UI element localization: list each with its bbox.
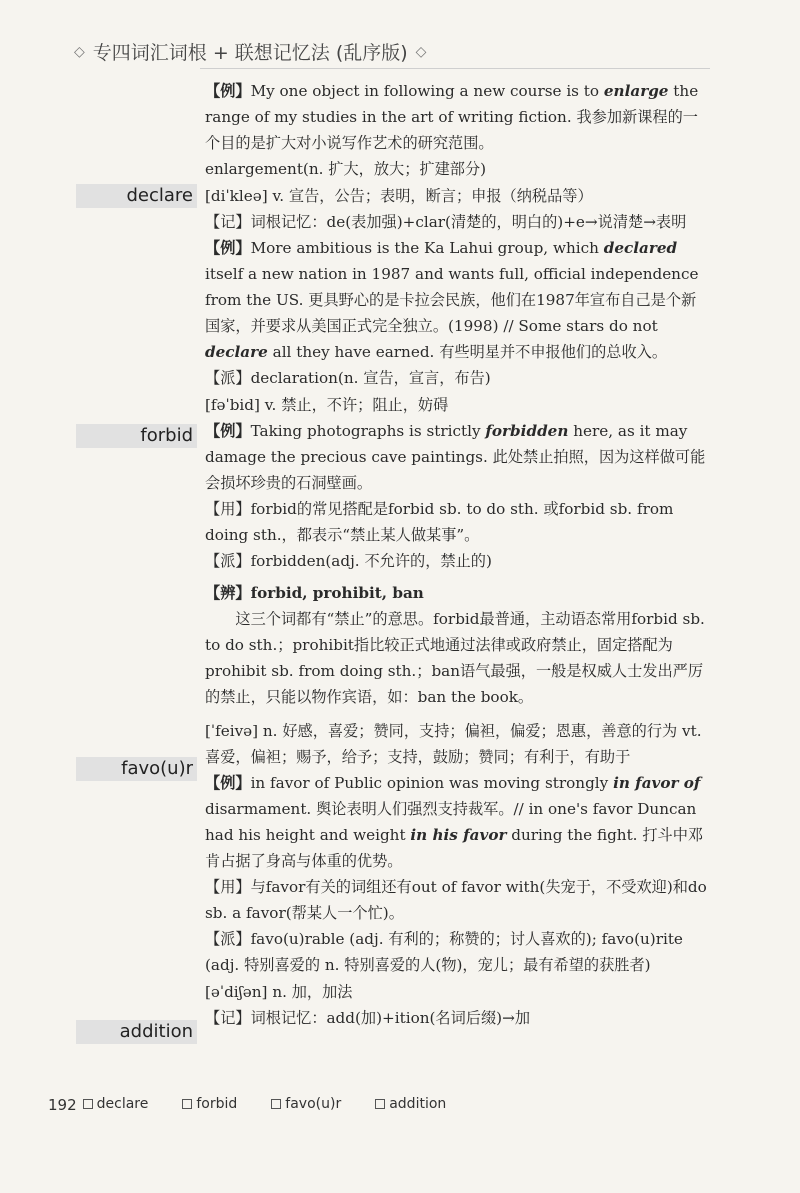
derived-paragraph: enlargement(n. 扩大，放大；扩建部分) [205, 160, 487, 178]
header-divider [200, 68, 710, 69]
footer-item [271, 1096, 341, 1114]
example-text: all they have earned. 有些明星并不申报他们的总收入。 [267, 343, 668, 361]
forbid-example [205, 418, 708, 496]
example-text: itself a new nation in 1987 and wants full, official independence from the US. 更具野心的是卡拉会民族，他们在1987年宣布自己是个新国家，并要求从美国正式完全独立。(1998) // Some stars do not [205, 265, 699, 335]
forbid-distinction-title [205, 580, 708, 606]
declare-example [205, 235, 708, 365]
example-keyword: enlarge [603, 82, 669, 100]
entry-content [205, 78, 708, 1031]
page-footer [48, 1096, 480, 1114]
footer-item-label: favo(u)r [285, 1096, 342, 1112]
example-text: Taking photographs is strictly [250, 422, 486, 440]
example-tag: 【例】 [205, 422, 251, 440]
headword-forbid: forbid [76, 424, 197, 448]
forbid-definition: [fəˈbid] v. 禁止，不许；阻止，妨碍 [205, 396, 449, 414]
example-paragraph [205, 78, 708, 156]
example-tag: 【例】 [205, 774, 251, 792]
distinction-tag: 【辨】 [205, 584, 251, 602]
favor-derived: 【派】favo(u)rable (adj. 有利的；称赞的；讨人喜欢的); favo(u)rite (adj. 特别喜爱的 n. 特别喜爱的人(物)，宠儿；最有希望的获胜者) [205, 930, 683, 974]
headword-favor: favo(u)r [76, 757, 197, 781]
example-text: More ambitious is the Ka Lahui group, which [250, 239, 604, 257]
favor-usage: 【用】与favor有关的词组还有out of favor with(失宠于，不受欢迎)和do sb. a favor(帮某人一个忙)。 [205, 878, 707, 922]
headword-addition: addition [76, 1020, 197, 1044]
example-text: My one object in following a new course is to [250, 82, 604, 100]
footer-item [83, 1096, 149, 1114]
declare-memory: 【记】词根记忆：de(表加强)+clar(清楚的，明白的)+e→说清楚→表明 [205, 213, 687, 231]
example-keyword: declare [205, 343, 268, 361]
addition-memory: 【记】词根记忆：add(加)+ition(名词后缀)→加 [205, 1009, 531, 1027]
diamond-icon: ◇ [415, 43, 427, 60]
example-keyword: declared [603, 239, 678, 257]
declare-definition: [diˈkleə] v. 宣告，公告；表明，断言；申报（纳税品等） [205, 187, 593, 205]
addition-definition: [əˈdiʃən] n. 加，加法 [205, 983, 353, 1001]
checkbox-icon [83, 1099, 93, 1109]
distinction-title: forbid, prohibit, ban [250, 584, 424, 602]
example-text: the range of my studies in the art of writing fiction. 我参加新课程的一个目的是扩大对小说写作艺术的研究范围。 [205, 82, 699, 152]
example-text: in favor of Public opinion was moving strongly [250, 774, 614, 792]
example-text: here, as it may damage the precious cave paintings. 此处禁止拍照，因为这样做可能会损坏珍贵的石洞壁画。 [205, 422, 706, 492]
example-keyword: in favor of [613, 774, 701, 792]
example-tag: 【例】 [205, 239, 251, 257]
headword-declare: declare [76, 184, 197, 208]
footer-item [182, 1096, 237, 1114]
example-tag: 【例】 [205, 82, 251, 100]
forbid-derived: 【派】forbidden(adj. 不允许的，禁止的) [205, 552, 492, 570]
example-text: disarmament. 舆论表明人们强烈支持裁军。// in one's favor Duncan had his height and weight [205, 800, 697, 844]
diamond-icon: ◇ [74, 43, 85, 60]
checkbox-icon [271, 1099, 281, 1109]
example-text: during the fight. 打斗中邓肯占据了身高与体重的优势。 [205, 826, 704, 870]
checkbox-icon [375, 1099, 385, 1109]
checkbox-icon [182, 1099, 192, 1109]
forbid-distinction-text: 这三个词都有“禁止”的意思。forbid最普通，主动语态常用forbid sb. to do sth.；prohibit指比较正式地通过法律或政府禁止，固定搭配为prohibit sb. from doing sth.；ban语气最强，一般是权威人士发出严厉的禁止，只能以物作宾语，如：ban the book。 [205, 610, 705, 706]
declare-derived: 【派】declaration(n. 宣告，宣言，布告) [205, 369, 491, 387]
page-number: 192 [48, 1096, 77, 1114]
favor-definition: [ˈfeivə] n. 好感，喜爱；赞同，支持；偏袒，偏爱；恩惠，善意的行为 vt. 喜爱，偏袒；赐予，给予；支持，鼓励；赞同；有利于，有助于 [205, 722, 702, 766]
footer-item [375, 1096, 446, 1114]
example-keyword: forbidden [485, 422, 569, 440]
favor-example [205, 770, 708, 874]
forbid-usage: 【用】forbid的常见搭配是forbid sb. to do sth. 或forbid sb. from doing sth.，都表示“禁止某人做某事”。 [205, 500, 674, 544]
footer-item-label: declare [96, 1096, 149, 1112]
footer-item-label: addition [389, 1096, 447, 1112]
example-keyword: in his favor [410, 826, 507, 844]
page-header [74, 38, 426, 65]
header-title: 专四词汇词根 + 联想记忆法 (乱序版) [92, 42, 408, 64]
footer-item-label: forbid [196, 1096, 238, 1112]
